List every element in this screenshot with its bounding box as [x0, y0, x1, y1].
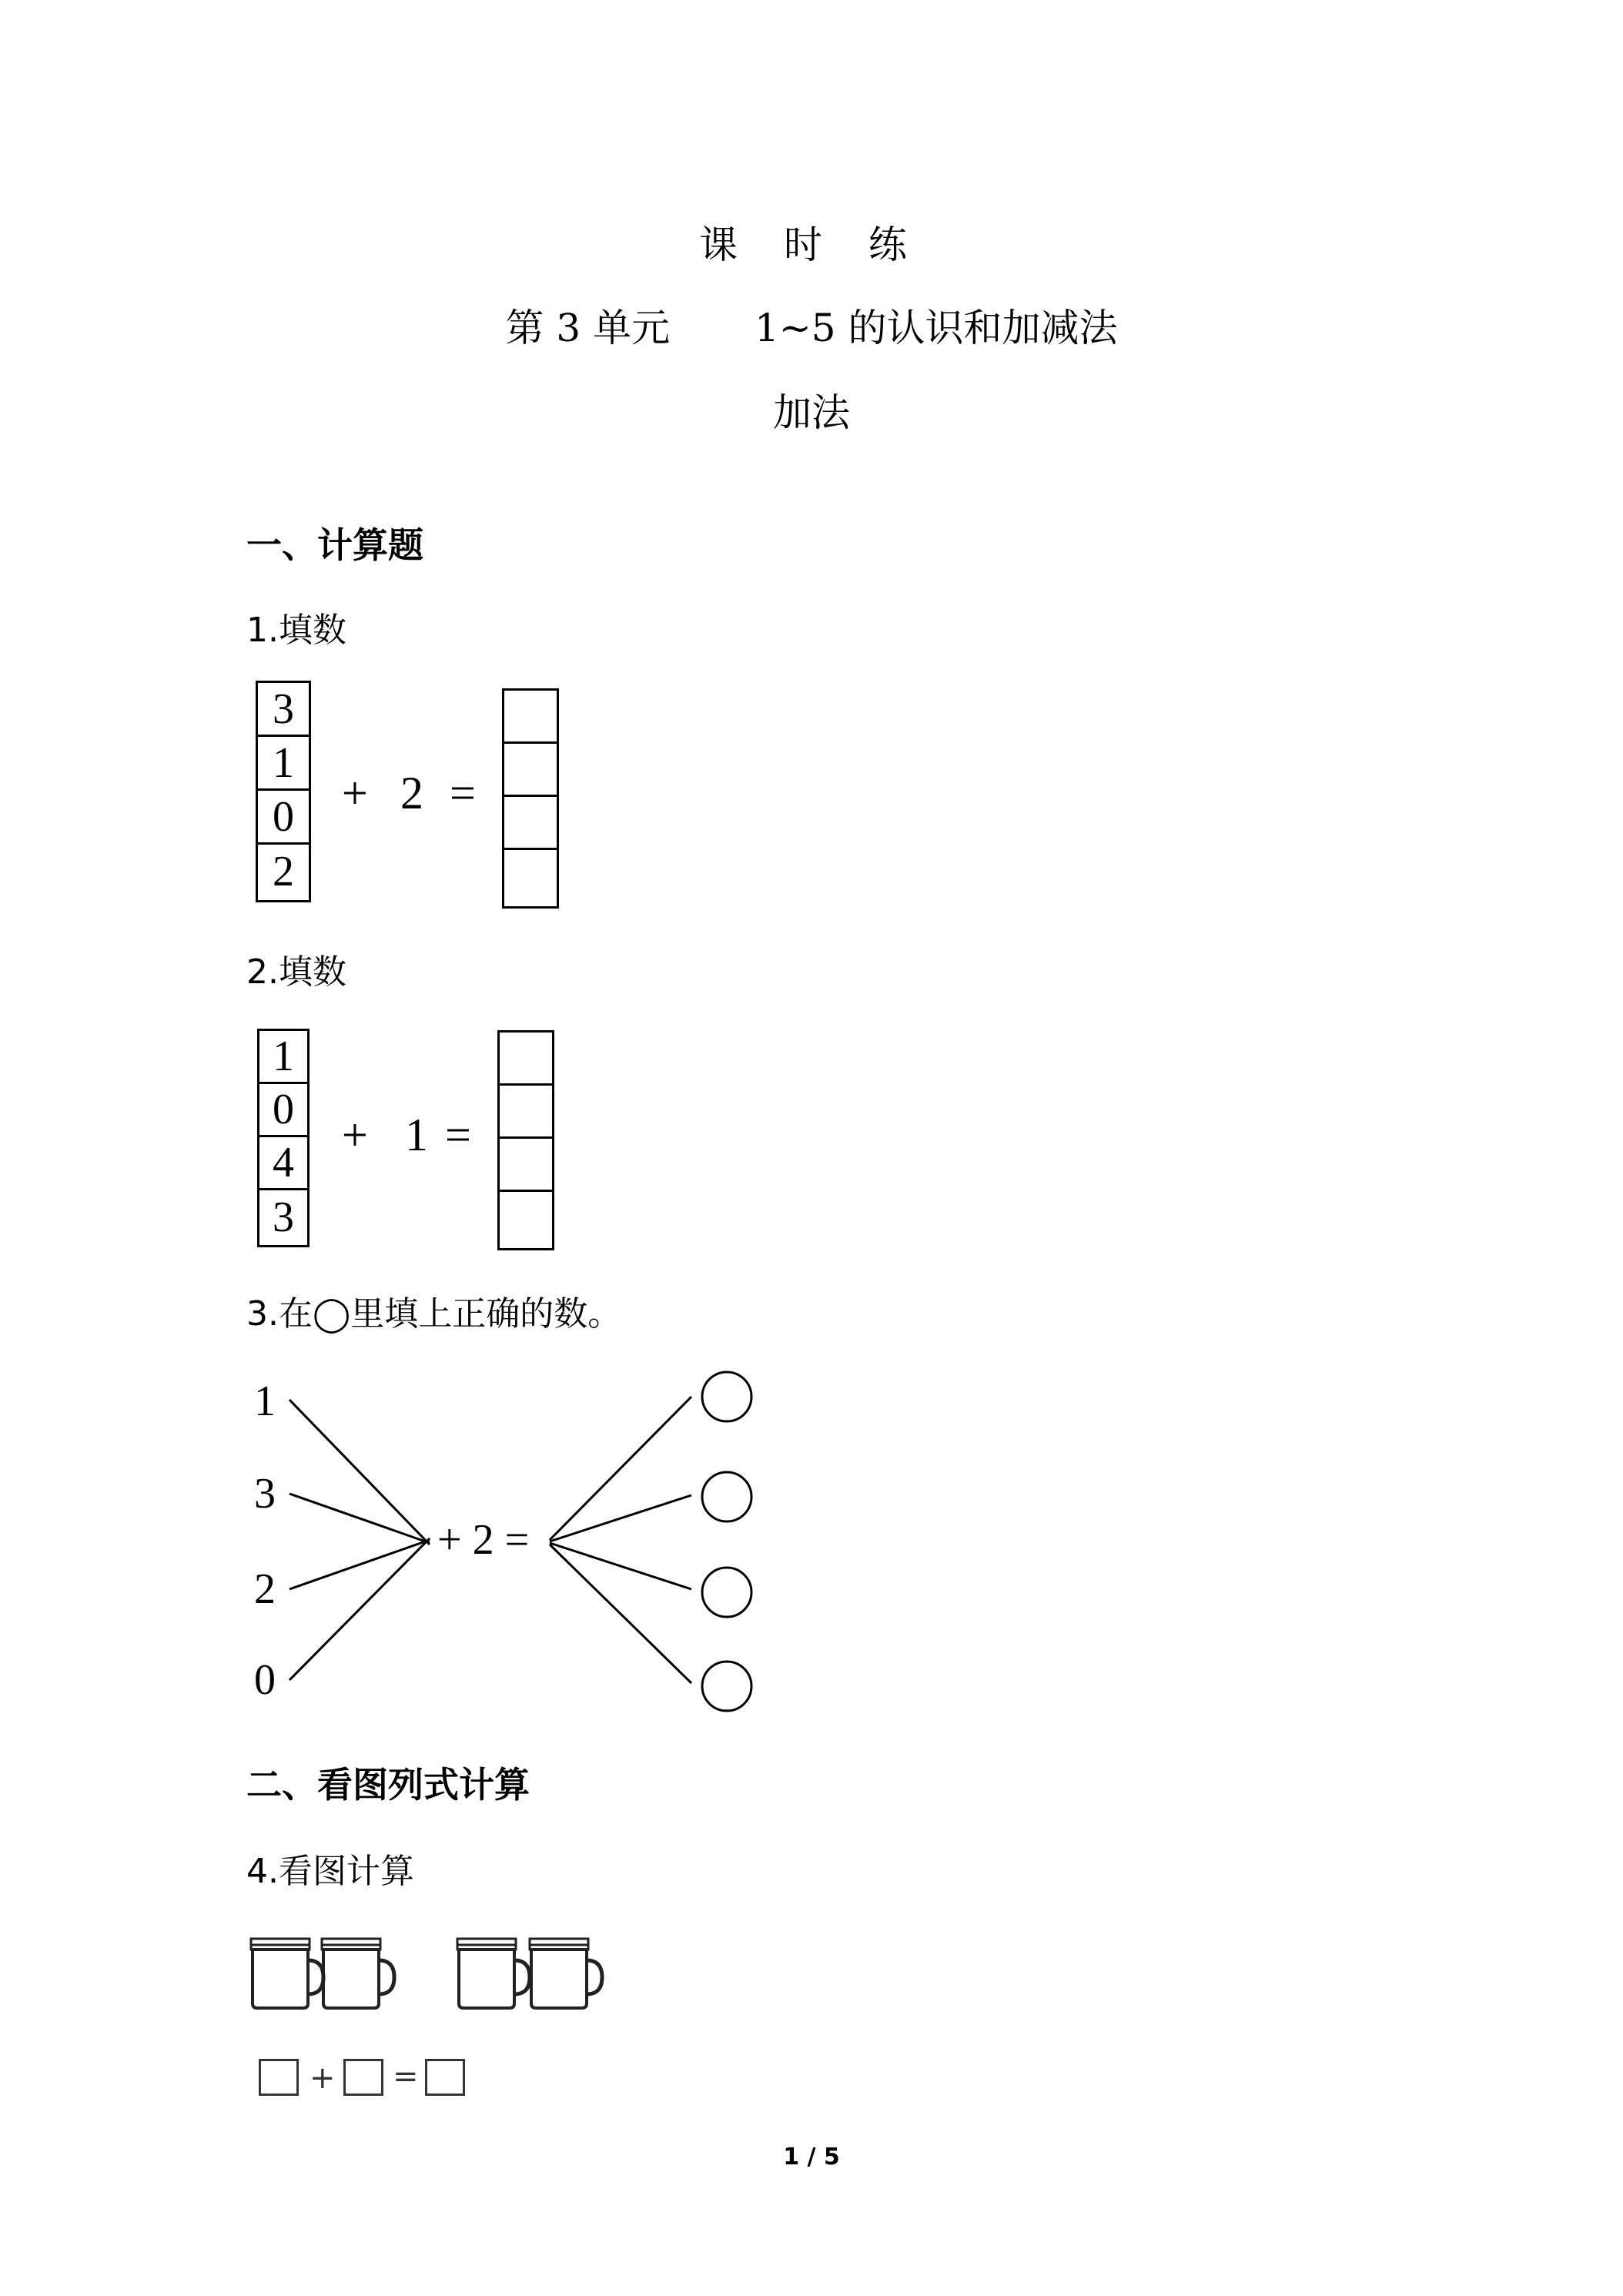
- q4-answer-box-1[interactable]: [259, 2059, 299, 2096]
- q1-answer-box[interactable]: [504, 797, 557, 850]
- question-2-label: 2.填数: [246, 952, 346, 992]
- q3-connection-diagram: [239, 1361, 778, 1731]
- q1-number-stack: [256, 681, 311, 902]
- q4-answer-box-3[interactable]: [425, 2059, 465, 2096]
- q1-answer-box[interactable]: [504, 850, 557, 903]
- unit-topic: 1~5 的认识和加减法: [755, 306, 1118, 350]
- q2-answer-box[interactable]: [500, 1086, 552, 1139]
- worksheet-title: 课 时 练: [699, 223, 924, 267]
- q2-answer-boxes: [497, 1030, 554, 1250]
- q3-left-number: 2: [254, 1565, 276, 1613]
- q2-stack-cell: 3: [273, 1193, 294, 1241]
- section-1-heading: 一、计算题: [246, 524, 423, 566]
- q3-line: [289, 1538, 430, 1680]
- question-1-label: 1.填数: [246, 611, 346, 650]
- q2-answer-box[interactable]: [500, 1033, 552, 1086]
- cup-icon: [322, 1939, 394, 2008]
- q4-cups-picture: [246, 1933, 616, 2017]
- q1-stack-cell: 1: [258, 737, 309, 791]
- q1-stack-cell: 0: [258, 791, 309, 845]
- q2-answer-box[interactable]: [500, 1139, 552, 1192]
- q3-left-number: 1: [254, 1377, 276, 1425]
- q1-addend: 2: [400, 768, 423, 818]
- unit-number: 第 3 单元: [505, 306, 671, 350]
- lesson-subtitle: 加法: [773, 390, 850, 435]
- q2-answer-box[interactable]: [500, 1192, 552, 1245]
- q3-left-number: 0: [254, 1656, 276, 1704]
- q4-equals-sign: =: [393, 2059, 419, 2094]
- q3-left-number: 3: [254, 1470, 276, 1518]
- q4-plus-sign: +: [310, 2060, 336, 2096]
- q2-stack-cell: 1: [259, 1031, 307, 1084]
- q1-stack-cell: 3: [258, 683, 309, 737]
- cup-icon: [457, 1939, 530, 2008]
- question-4-label: 4.看图计算: [246, 1852, 414, 1891]
- q2-addend: 1: [405, 1110, 428, 1160]
- question-3-label: 3.在◯里填上正确的数。: [246, 1294, 622, 1334]
- q3-answer-circle[interactable]: [702, 1472, 751, 1521]
- unit-heading: [0, 297, 1623, 353]
- cup-icon: [530, 1939, 602, 2008]
- q1-stack-cell: 2: [273, 848, 294, 895]
- q3-line: [289, 1494, 430, 1543]
- q3-answer-circle[interactable]: [702, 1662, 751, 1711]
- q1-answer-boxes: [502, 688, 559, 909]
- q3-operation: + 2 =: [437, 1516, 530, 1564]
- q3-answer-circle[interactable]: [702, 1372, 751, 1421]
- q3-line: [289, 1540, 430, 1589]
- cup-icon: [251, 1939, 323, 2008]
- q1-equals-sign: =: [450, 768, 476, 818]
- q3-answer-circle[interactable]: [702, 1568, 751, 1617]
- section-2-heading: 二、看图列式计算: [246, 1764, 530, 1806]
- q2-equals-sign: =: [445, 1110, 471, 1160]
- page-number: 1 / 5: [783, 2144, 840, 2170]
- q2-stack-cell: 0: [259, 1084, 307, 1137]
- q4-answer-box-2[interactable]: [343, 2059, 383, 2096]
- q1-answer-box[interactable]: [504, 744, 557, 797]
- q2-stack-cell: 4: [259, 1137, 307, 1190]
- q1-answer-box[interactable]: [504, 691, 557, 744]
- q2-number-stack: [257, 1029, 310, 1247]
- q3-line: [289, 1400, 430, 1545]
- q1-plus-sign: +: [342, 768, 368, 818]
- q2-plus-sign: +: [342, 1110, 368, 1160]
